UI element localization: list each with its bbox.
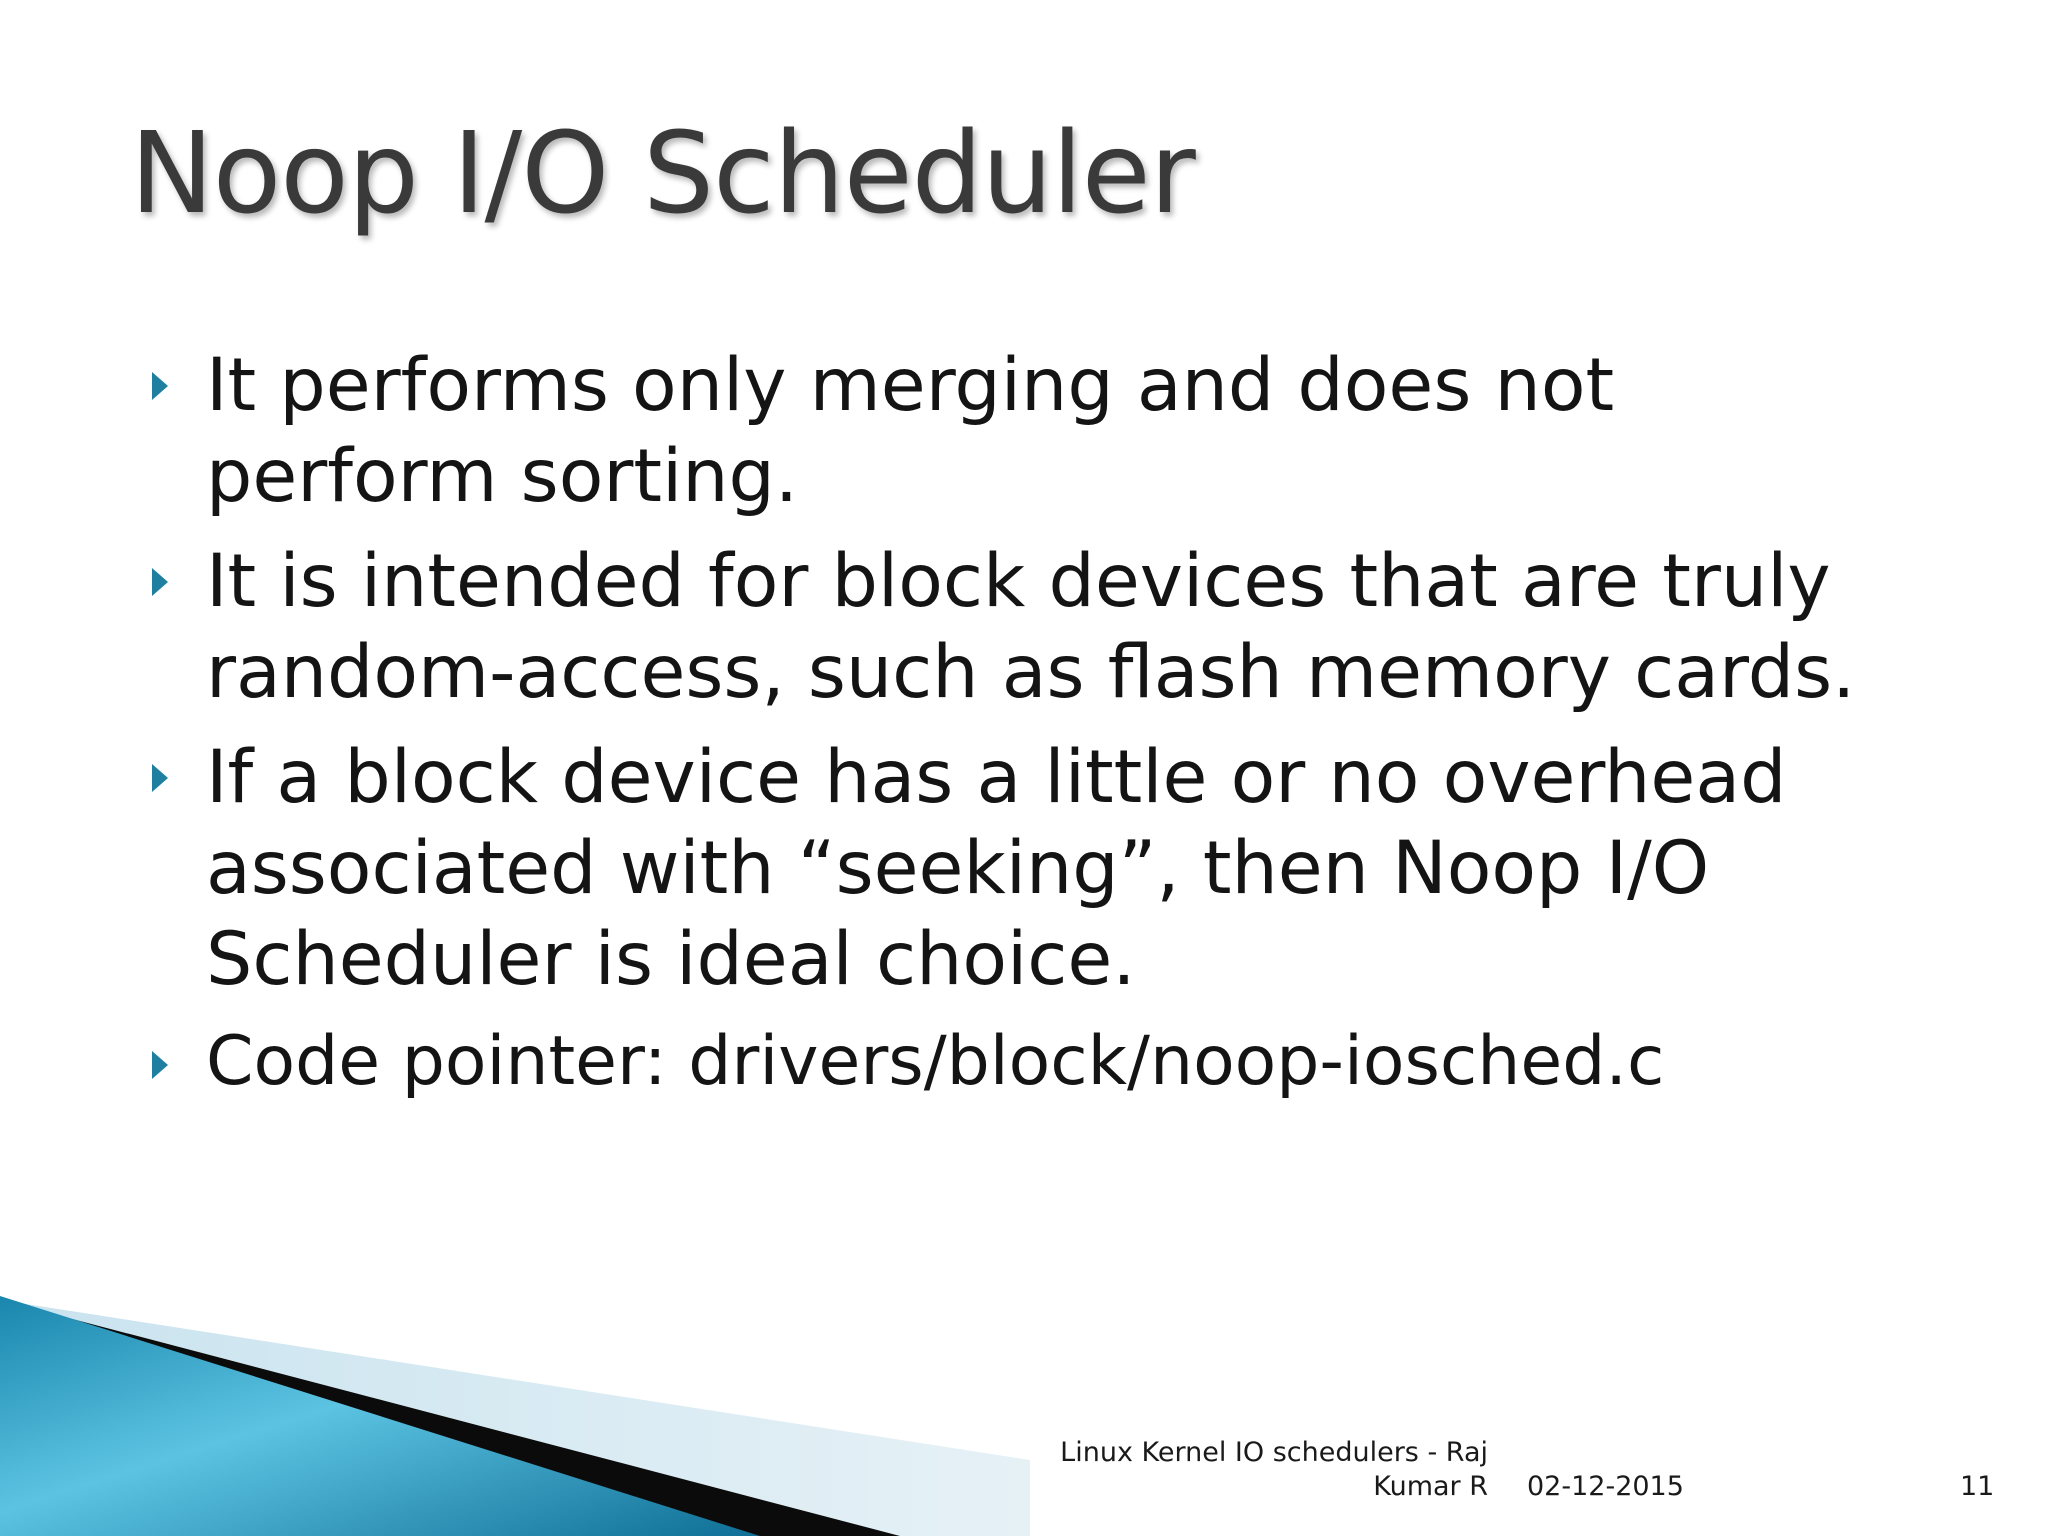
triangle-right-icon [152,568,168,596]
blue-wedge [0,1296,760,1536]
bullet-text: It performs only merging and does not perform sorting. [206,343,1615,519]
pale-wedge [0,1300,1030,1536]
bullet-item [146,1019,1926,1105]
bullet-item [146,340,1926,522]
bullet-item [146,732,1926,1005]
slide-title: Noop I/O Scheduler [130,109,1195,239]
black-wedge [0,1300,900,1536]
bullet-list [146,340,1926,1119]
bullet-item [146,536,1926,718]
footer-date: 02-12-2015 [1527,1471,1684,1502]
bullet-text: If a block device has a little or no overhead associated with “seeking”, then Noop I/O Scheduler is ideal choice. [206,735,1787,1002]
footer-presentation-title: Linux Kernel IO schedulers - Raj Kumar R [1060,1437,1488,1502]
bullet-text: Code pointer: drivers/block/noop-iosched.c [206,1022,1665,1101]
triangle-right-icon [152,764,168,792]
triangle-right-icon [152,1051,168,1079]
triangle-right-icon [152,372,168,400]
slide-number: 11 [1960,1471,1995,1502]
bullet-text: It is intended for block devices that are truly random-access, such as flash memory cards. [206,539,1856,715]
